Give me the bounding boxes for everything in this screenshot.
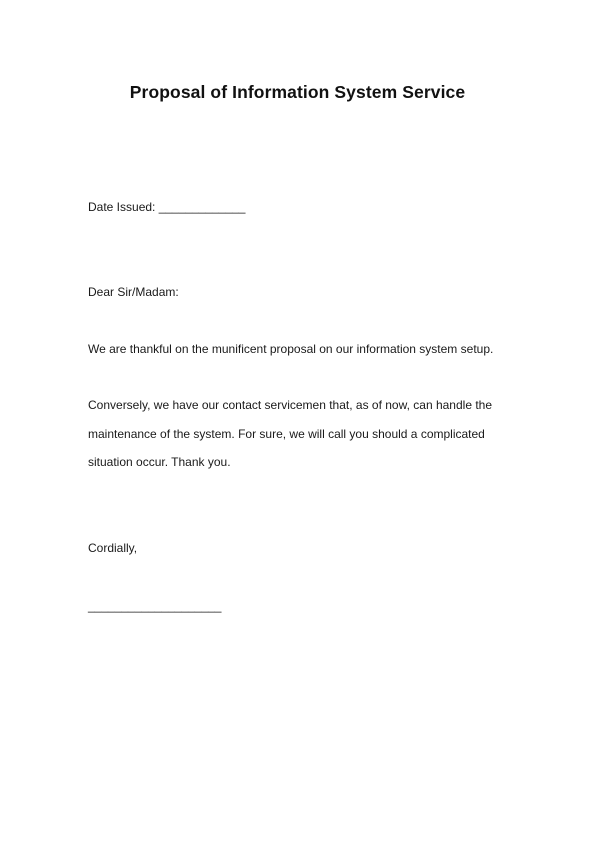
body-paragraph-2-line-3: situation occur. Thank you. xyxy=(88,455,231,469)
signature-line: ____________________ xyxy=(88,599,222,613)
body-paragraph-1: We are thankful on the munificent proposal on our information system setup. xyxy=(88,342,494,356)
date-issued-field: Date Issued: _____________ xyxy=(88,200,246,214)
closing: Cordially, xyxy=(88,541,138,555)
salutation: Dear Sir/Madam: xyxy=(88,285,179,299)
document-title: Proposal of Information System Service xyxy=(129,82,466,102)
body-paragraph-2-line-1: Conversely, we have our contact servicemen that, as of now, can handle the xyxy=(88,398,493,412)
body-paragraph-2-line-2: maintenance of the system. For sure, we will call you should a complicated xyxy=(88,427,485,441)
